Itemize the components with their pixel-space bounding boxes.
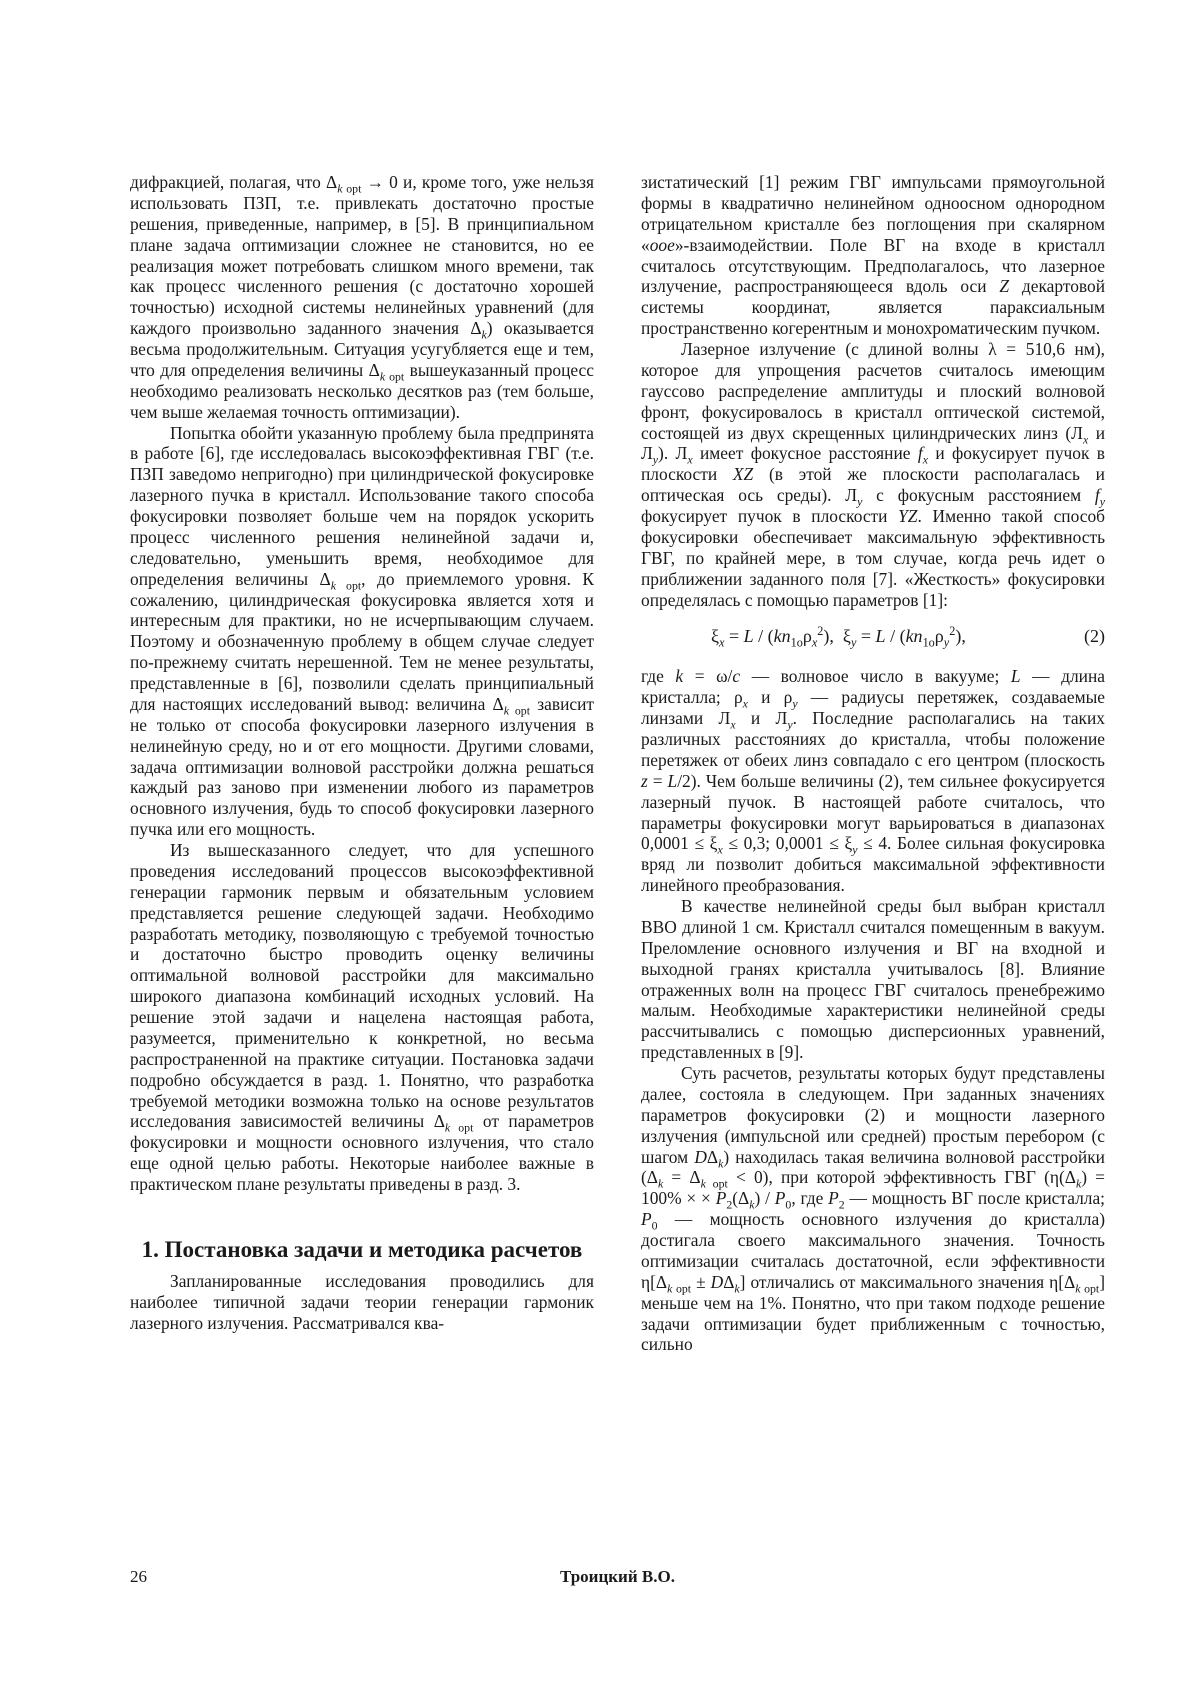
equation: $\xi_x = L / (kn_{1o}\rho_x^2)$, $\xi_y = L / (kn_{1o}\rho_y^2)$,	[711, 624, 966, 650]
page-number: 26	[130, 1567, 147, 1586]
paragraph: Суть расчетов, результаты которых будут представлены далее, состояла в следующем. При заданных значениях параметров фокусировки (2) и мощности лазерного излучения (импульсной или средней) простым перебором (с шагом $D\Delta_k$) находилась такая величина волновой расстройки $(\Delta_k = \Delta_{k opt} < 0)$, при которой эффективность ГВГ ($\eta(\Delta_k) = 100\%$ × × $P_2(\Delta_k) / P_0$, где $P_2$ — мощность ВГ после кристалла; $P_0$ — мощность основного излучения до кристалла) достигала своего максимального значения. Точность оптимизации считалась достаточной, если эффективности $\eta[\Delta_{k opt} \pm D\Delta_k]$ отличались от максимального значения $\eta[\Delta_{k opt}]$ меньше чем на 1%. Понятно, что при таком подходе решение задачи оптимизации будет приближенным с точностью, сильно	[641, 1063, 1105, 1355]
left-column	[130, 172, 594, 1333]
equation-2	[641, 616, 1105, 660]
paragraph: Запланированные исследования проводились для наиболее типичной задачи теории генерации гармоник лазерного излучения. Рассматривался ква-	[130, 1270, 594, 1333]
section-heading: 1. Постановка задачи и методика расчетов	[141, 1236, 583, 1262]
page-footer	[130, 1567, 1105, 1591]
right-column	[641, 172, 1105, 1355]
paragraph: Из вышесказанного следует, что для успешного проведения исследований процессов высокоэффективной генерации гармоник первым и обязательным условием представляется решение следующей задачи. Необходимо разработать методику, позволяющую с требуемой точностью и достаточно быстро проводить оценку величины оптимальной волновой расстройки для максимально широкого диапазона комбинаций исходных условий. На решение этой задачи и нацелена настоящая работа, разумеется, применительно к конкретной, но весьма распространенной на практике ситуации. Постановка задачи подробно обсуждается в разд. 1. Понятно, что разработка требуемой методики возможна только на основе результатов исследования зависимостей величины $\Delta_{k opt}$ от параметров фокусировки и мощности основного излучения, что стало еще одной целью работы. Некоторые наиболее важные в практическом плане результаты приведены в разд. 3.	[130, 840, 595, 1194]
running-head: Троицкий В.О.	[560, 1567, 675, 1586]
paragraph: дифракцией, полагая, что $\Delta_{k opt} \to 0$ и, кроме того, уже нельзя использовать ПЗП, т.е. привлекать достаточно простые решения, приведенные, например, в [5]. В принципиальном плане задача оптимизации сложнее не становится, но ее реализация может потребовать слишком много времени, так как процесс численного решения (с достаточно хорошей точностью) исходной системы нелинейных уравнений (для каждого произвольно заданного значения $\Delta_k$) оказывается весьма продолжительным. Ситуация усугубляется еще и тем, что для определения величины $\Delta_{k opt}$ вышеуказанный процесс необходимо реализовать несколько десятков раз (тем больше, чем выше желаемая точность оптимизации).	[130, 172, 594, 422]
paragraph: Лазерное излучение (с длиной волны λ = 510,6 нм), которое для упрощения расчетов считалось имеющим гауссово распределение амплитуды и плоский волновой фронт, фокусировалось в кристалл оптической системой, состоящей из двух скрещенных цилиндрических линз ($Л_x$ и $Л_y$). $Л_x$ имеет фокусное расстояние $f_x$ и фокусирует пучок в плоскости XZ (в этой же плоскости располагалась и оптическая ось среды). $Л_y$ с фокусным расстоянием $f_y$ фокусирует пучок в плоскости YZ. Именно такой способ фокусировки обеспечивает максимальную эффективность ГВГ, по крайней мере, в том случае, когда речь идет о приближении заданного поля [7]. «Жесткость» фокусировки определялась с помощью параметров [1]:	[641, 339, 1106, 610]
equation-number: (2)	[1084, 626, 1105, 647]
paragraph: Попытка обойти указанную проблему была предпринята в работе [6], где исследовалась высокоэффективная ГВГ (т.е. ПЗП заведомо непригодно) при цилиндрической фокусировке лазерного пучка в кристалл. Использование такого способа фокусировки позволяет больше чем на порядок ускорить процесс численного решения нелинейной задачи и, следовательно, уменьшить время, необходимое для определения величины $\Delta_{k opt}$, до приемлемого уровня. К сожалению, цилиндрическая фокусировка является хотя и интересным для практики, но не исчерпывающим случаем. Поэтому и обозначенную проблему в общем случае следует по-прежнему считать нерешенной. Тем не менее результаты, представленные в [6], позволили сделать принципиальный для настоящих исследований вывод: величина $\Delta_{k opt}$ зависит не только от способа фокусировки лазерного излучения в нелинейную среду, но и от его мощности. Другими словами, задача оптимизации волновой расстройки должна решаться каждый раз заново при изменении любого из параметров основного излучения, будь то способ фокусировки лазерного пучка или его мощность.	[130, 422, 594, 840]
paragraph: В качестве нелинейной среды был выбран кристалл BBO длиной 1 см. Кристалл считался помещенным в вакуум. Преломление основного излучения и ВГ на входной и выходной гранях кристалла учитывалось [8]. Влияние отраженных волн на процесс ГВГ считалось пренебрежимо малым. Необходимые характеристики нелинейной среды рассчитывались с помощью дисперсионных уравнений, представленных в [9].	[641, 896, 1105, 1063]
paragraph: где k = ω/c — волновое число в вакууме; L — длина кристалла; $\rho_x$ и $\rho_y$ — радиусы перетяжек, создаваемые линзами $Л_x$ и $Л_y$. Последние располагались на таких различных расстояниях до кристалла, чтобы положение перетяжек от обеих линз совпадало с его центром (плоскость z = L/2). Чем больше величины (2), тем сильнее фокусируется лазерный пучок. В настоящей работе считалось, что параметры фокусировки могут варьироваться в диапазонах $0,0001 \le \xi_x \le 0,3$; $0,0001 \le \xi_y \le 4$. Более сильная фокусировка вряд ли позволит добиться максимальной эффективности линейного преобразования.	[641, 666, 1105, 896]
paragraph: зистатический [1] режим ГВГ импульсами прямоугольной формы в квадратично нелинейном одноосном однородном отрицательном кристалле без поглощения при скалярном «ooe»-взаимодействии. Поле ВГ на входе в кристалл считалось отсутствующим. Предполагалось, что лазерное излучение, распространяющееся вдоль оси Z декартовой системы координат, является параксиальным пространственно когерентным и монохроматическим пучком.	[641, 172, 1105, 339]
